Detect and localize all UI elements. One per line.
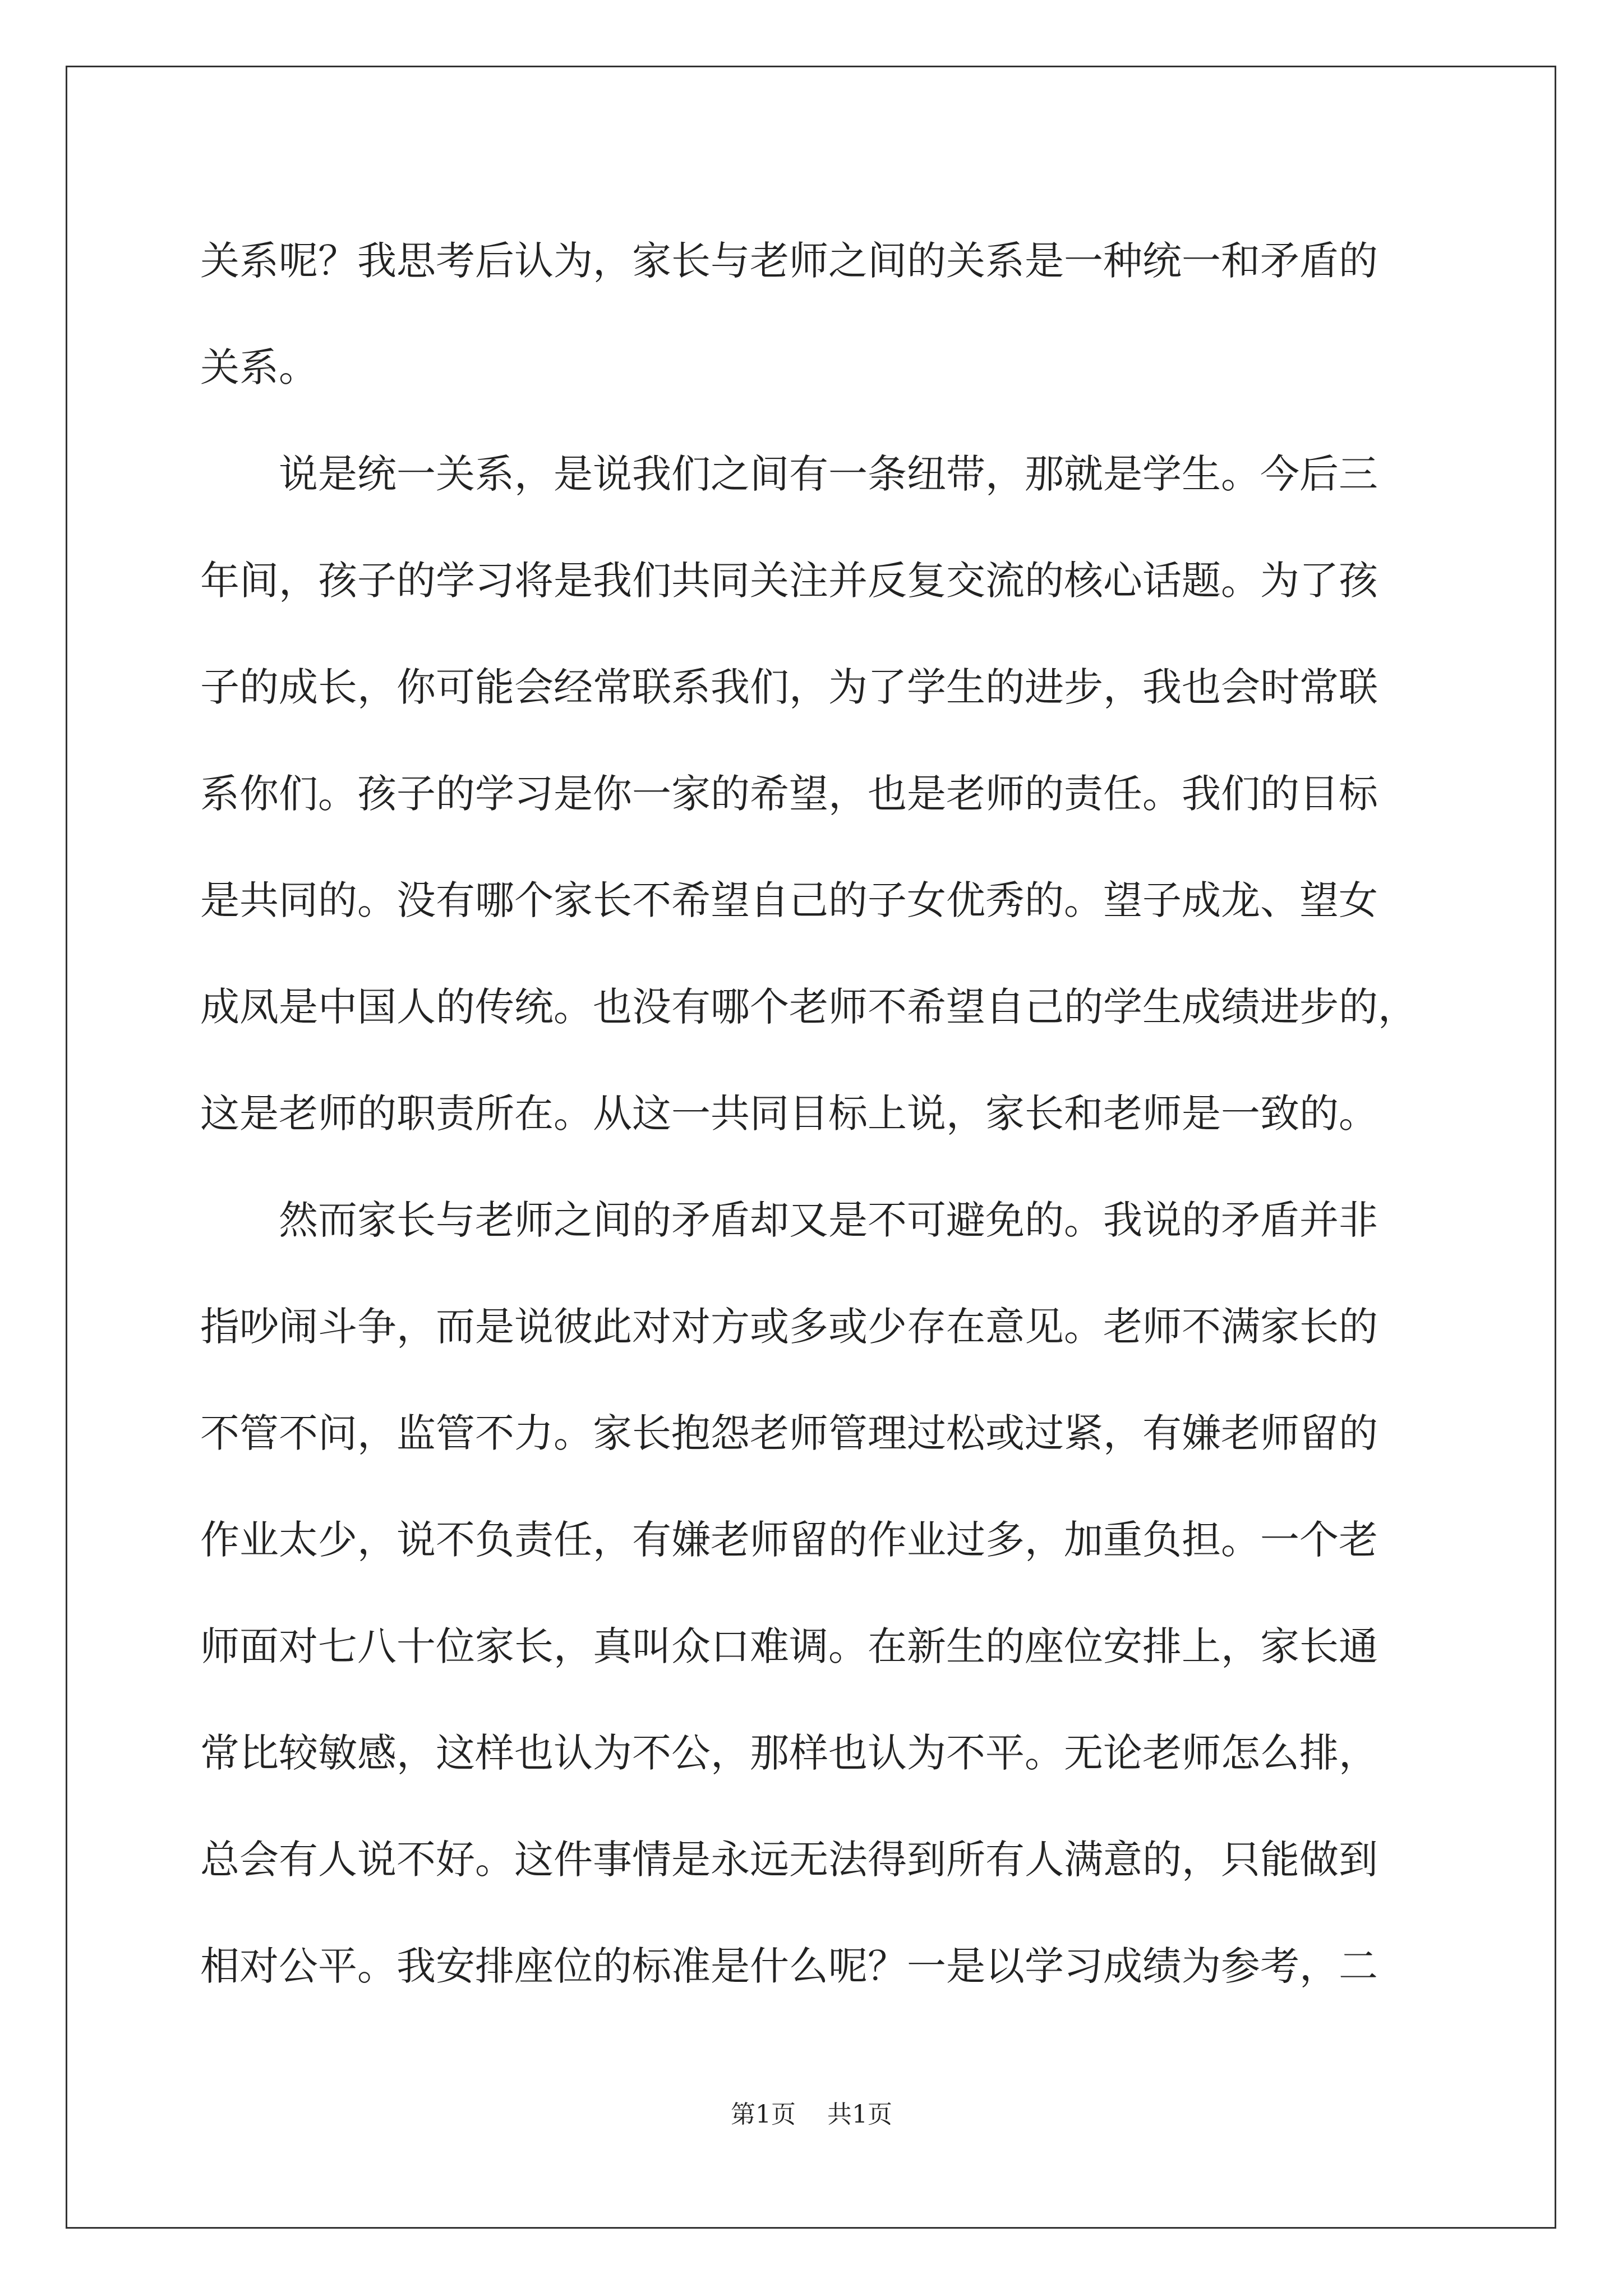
text-line: 成凤是中国人的传统。也没有哪个老师不希望自己的学生成绩进步的， — [200, 984, 1417, 1030]
text-line: 相对公平。我安排座位的标准是什么呢？一是以学习成绩为参考，二 — [200, 1943, 1378, 1989]
text-line: 常比较敏感，这样也认为不公，那样也认为不平。无论老师怎么排， — [200, 1730, 1378, 1776]
page-number: 第1页 — [731, 2100, 796, 2129]
text-line: 这是老师的职责所在。从这一共同目标上说，家长和老师是一致的。 — [200, 1091, 1378, 1137]
paragraph-start-line: 然而家长与老师之间的矛盾却又是不可避免的。我说的矛盾并非 — [279, 1197, 1378, 1243]
text-line: 年间，孩子的学习将是我们共同关注并反复交流的核心话题。为了孩 — [200, 558, 1378, 604]
text-line: 总会有人说不好。这件事情是永远无法得到所有人满意的，只能做到 — [200, 1837, 1378, 1883]
page-total: 共1页 — [827, 2100, 892, 2129]
text-line: 子的成长，你可能会经常联系我们，为了学生的进步，我也会时常联 — [200, 664, 1378, 710]
text-line: 作业太少，说不负责任，有嫌老师留的作业过多，加重负担。一个老 — [200, 1517, 1378, 1563]
text-line: 师面对七八十位家长，真叫众口难调。在新生的座位安排上，家长通 — [200, 1623, 1378, 1669]
text-line: 系你们。孩子的学习是你一家的希望，也是老师的责任。我们的目标 — [200, 771, 1378, 817]
paragraph-start-line: 说是统一关系，是说我们之间有一条纽带，那就是学生。今后三 — [279, 451, 1378, 497]
text-line: 关系。 — [200, 344, 318, 390]
text-line: 不管不问，监管不力。家长抱怨老师管理过松或过紧，有嫌老师留的 — [200, 1410, 1378, 1456]
text-line: 指吵闹斗争，而是说彼此对对方或多或少存在意见。老师不满家长的 — [200, 1304, 1378, 1350]
text-line: 是共同的。没有哪个家长不希望自己的子女优秀的。望子成龙、望女 — [200, 877, 1378, 923]
page-footer — [0, 2098, 1623, 2132]
document-body — [200, 208, 1434, 2019]
text-line: 关系呢？我思考后认为，家长与老师之间的关系是一种统一和矛盾的 — [200, 238, 1378, 284]
